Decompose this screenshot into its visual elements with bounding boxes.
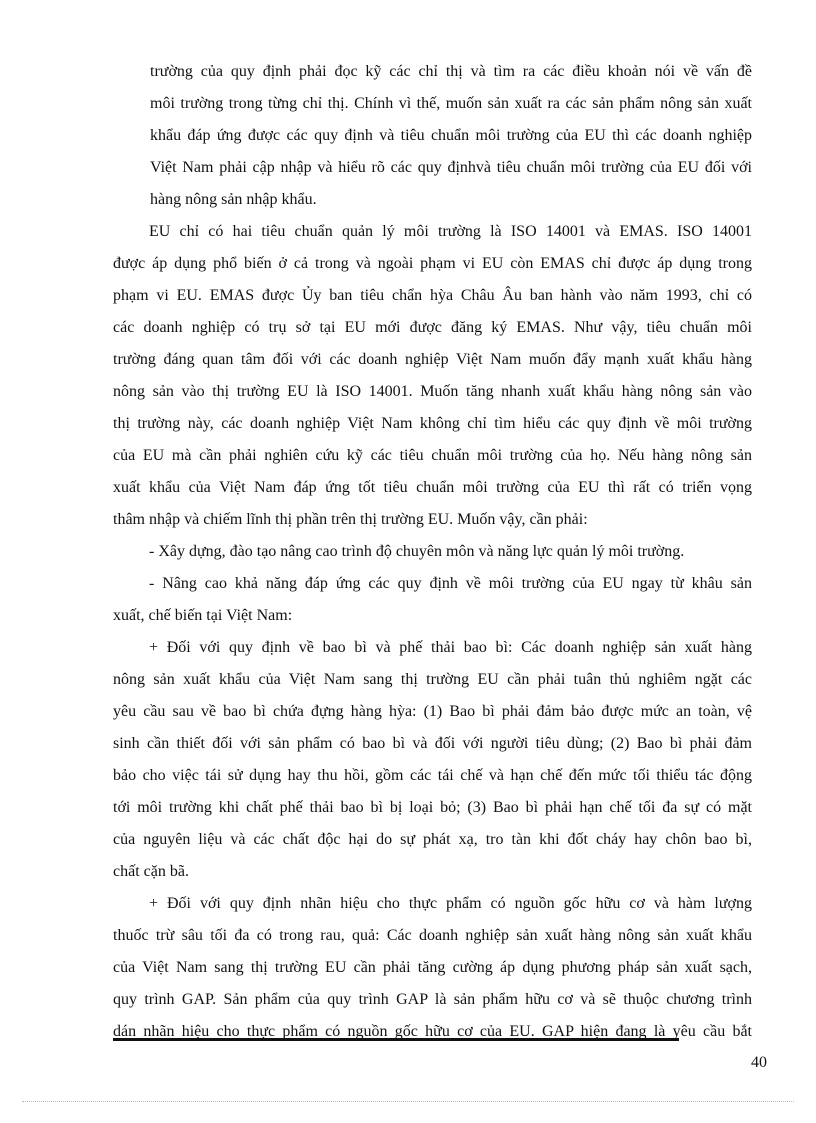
text-line: khẩu đáp ứng được các quy định và tiêu chuẩn môi trường của EU thì các doanh nghiệp: [150, 127, 752, 144]
text-line: bảo cho việc tái sử dụng hay thu hồi, gồm các tái chế và hạn chế đến mức tối thiểu tác động: [113, 767, 752, 784]
text-line: sinh cần thiết đối với sản phẩm có bao bì và đối với người tiêu dùng; (2) Bao bì phải đảm: [113, 735, 752, 752]
text-line: nông sản vào thị trường EU là ISO 14001. Muốn tăng nhanh xuất khẩu hàng nông sản vào: [113, 383, 752, 400]
text-line: yêu cầu sau về bao bì chứa đựng hàng hỳa: (1) Bao bì phải đảm bảo được mức an toàn, vệ: [113, 703, 752, 720]
text-line: trường của quy định phải đọc kỹ các chỉ thị và tìm ra các điều khoản nói về vấn đề: [150, 63, 752, 80]
text-line: thâm nhập và chiếm lĩnh thị phần trên thị trường EU. Muốn vậy, cần phải:: [113, 511, 588, 528]
text-line: tới môi trường khi chất phế thải bao bì bị loại bỏ; (3) Bao bì phải hạn chế tối đa sự có mặt: [113, 799, 752, 816]
text-line: dán nhãn hiệu cho thực phẩm có nguồn gốc hữu cơ của EU. GAP hiện đang là yêu cầu bắt: [113, 1023, 752, 1040]
text-line: nông sản xuất khẩu của Việt Nam sang thị trường EU cần phải tuân thủ nghiêm ngặt các: [113, 671, 752, 688]
text-line: hàng nông sản nhập khẩu.: [150, 191, 317, 208]
text-line: môi trường trong từng chỉ thị. Chính vì thế, muốn sản xuất ra các sản phẩm nông sản xuất: [150, 95, 752, 112]
text-line: xuất, chế biến tại Việt Nam:: [113, 607, 293, 624]
page-bottom-border: [22, 1101, 794, 1102]
text-line: Việt Nam phải cập nhập và hiểu rõ các quy địnhvà tiêu chuẩn môi trường của EU đối với: [150, 159, 752, 176]
text-line: được áp dụng phổ biến ở cả trong và ngoài phạm vi EU còn EMAS chỉ được áp dụng trong: [113, 255, 752, 272]
text-line: EU chỉ có hai tiêu chuẩn quản lý môi trường là ISO 14001 và EMAS. ISO 14001: [149, 223, 752, 240]
text-line: trường đáng quan tâm đối với các doanh nghiệp Việt Nam muốn đẩy mạnh xuất khẩu hàng: [113, 351, 752, 368]
text-line: phạm vi EU. EMAS được Ủy ban tiêu chẩn hỳa Châu Âu ban hành vào năm 1993, chỉ có: [113, 287, 752, 304]
footer-rule: [113, 1038, 679, 1041]
text-line: - Nâng cao khả năng đáp ứng các quy định về môi trường của EU ngay từ khâu sản: [149, 575, 752, 592]
text-line: - Xây dựng, đào tạo nâng cao trình độ chuyên môn và năng lực quản lý môi trường.: [149, 543, 685, 560]
text-line: + Đối với quy định nhãn hiệu cho thực phẩm có nguồn gốc hữu cơ và hàm lượng: [149, 895, 752, 912]
text-line: của Việt Nam sang thị trường EU cần phải tăng cường áp dụng phương pháp sản xuất sạch,: [113, 959, 752, 976]
text-line: thuốc trừ sâu tối đa có trong rau, quả: Các doanh nghiệp sản xuất hàng nông sản xuất khẩu: [113, 927, 752, 944]
text-line: xuất khẩu của Việt Nam đáp ứng tốt tiêu chuẩn môi trường của EU thì rất có triển vọng: [113, 479, 752, 496]
text-line: chất cặn bã.: [113, 863, 189, 880]
text-line: thị trường này, các doanh nghiệp Việt Nam không chỉ tìm hiểu các quy định về môi trường: [113, 415, 752, 432]
text-line: của EU mà cần phải nghiên cứu kỹ các tiêu chuẩn môi trường của họ. Nếu hàng nông sản: [113, 447, 752, 464]
text-line: quy trình GAP. Sản phẩm của quy trình GAP là sản phẩm hữu cơ và sẽ thuộc chương trình: [113, 991, 752, 1008]
text-line: + Đối với quy định về bao bì và phế thải bao bì: Các doanh nghiệp sản xuất hàng: [149, 639, 752, 656]
text-line: của nguyên liệu và các chất độc hại do sự phát xạ, tro tàn khi đốt cháy hay chôn bao bì,: [113, 831, 752, 848]
page-number: 40: [751, 1054, 767, 1071]
text-line: các doanh nghiệp có trụ sở tại EU mới được đăng ký EMAS. Như vậy, tiêu chuẩn môi: [113, 319, 752, 336]
